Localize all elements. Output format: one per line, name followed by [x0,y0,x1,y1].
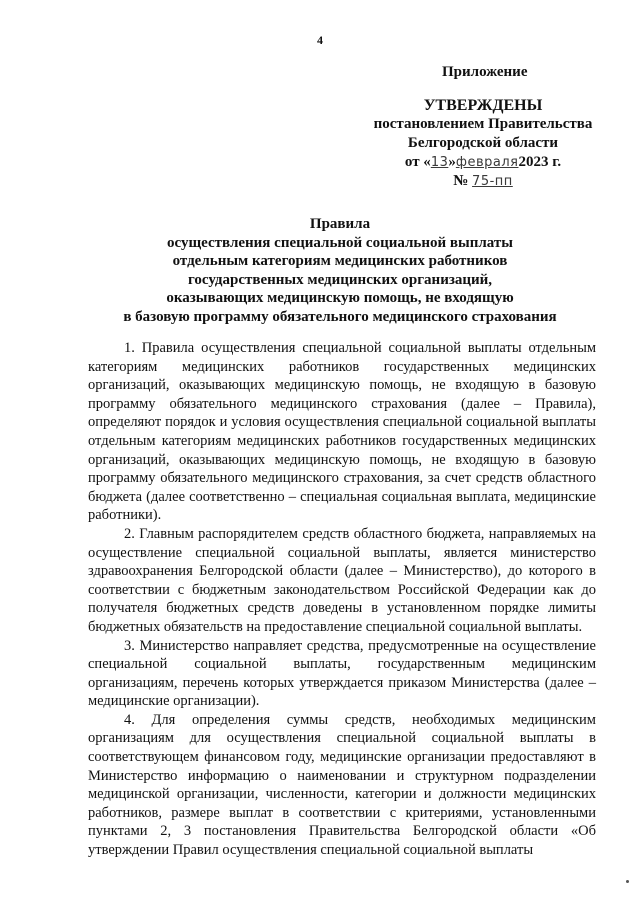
title-line: в базовую программу обязательного медицинского страхования [123,308,557,325]
page-number: 4 [317,33,323,47]
date-month: февраля [455,155,519,170]
document-title [80,215,600,326]
approval-line-2: Белгородской области [407,135,559,151]
approval-date [368,153,598,172]
date-prefix: от « [404,154,431,170]
title-line: осуществления специальной социальной выплаты [167,234,513,251]
document-body [88,339,596,860]
paragraph-3: 3. Министерство направляет средства, предусмотренные на осуществление специальной социальной выплаты, государственным медицинским организациям, перечень которых утверждается приказом Министерства (далее – медицинские организации). [88,637,596,710]
number-prefix: № [453,173,469,189]
title-line: отдельным категориям медицинских работников [172,253,508,269]
title-line: государственных медицинских организаций, [187,271,493,288]
title-line: оказывающих медицинскую помощь, не входящую [166,290,514,306]
approval-number [368,172,598,191]
date-year: 2023 г. [518,154,562,170]
number-value: 75-пп [472,174,513,189]
appendix-label: Приложение [442,64,528,80]
date-day: 13 [430,155,449,170]
approval-line-1: постановлением Правительства [373,116,593,132]
scan-artifact [626,880,629,883]
title-line: Правила [309,216,371,232]
approval-stamp [368,96,598,191]
approval-title: УТВЕРЖДЕНЫ [423,97,543,114]
date-mid: » [448,154,456,170]
paragraph-4: 4. Для определения суммы средств, необходимых медицинским организациям для осуществления специальной социальной выплаты в соответствующем финансовом году, медицинские организации предоставляют в Министерство информацию о наименовании и структурном подразделении медицинской организации, численности, категории и должности медицинских работников, размере выплат в соответствии с критериями, установленными пунктами 2, 3 постановления Правительства Белгородской области «Об утверждении Правил осуществления специальной социальной выплаты [88,711,596,859]
paragraph-1: 1. Правила осуществления специальной социальной выплаты отдельным категориям медицинских работников государственных медицинских организаций, оказывающих медицинскую помощь, не входящую в базовую программу обязательного медицинского страхования (далее – Правила), определяют порядок и условия осуществления специальной социальной выплаты отдельным категориям медицинских работников государственных медицинских организаций, оказывающих медицинскую помощь, не входящую в базовую программу обязательного медицинского страхования, за счет средств областного бюджета (далее соответственно – специальная социальная выплата, медицинские работники). [88,340,596,524]
paragraph-2: 2. Главным распорядителем средств областного бюджета, направляемых на осуществление специальной социальной выплаты, является министерство здравоохранения Белгородской области (далее – Министерство), до которого в соответствии с бюджетным законодательством Российской Федерации как до получателя бюджетных средств доведены в установленном порядке лимиты бюджетных обязательств на предоставление специальной социальной выплаты. [88,525,596,635]
